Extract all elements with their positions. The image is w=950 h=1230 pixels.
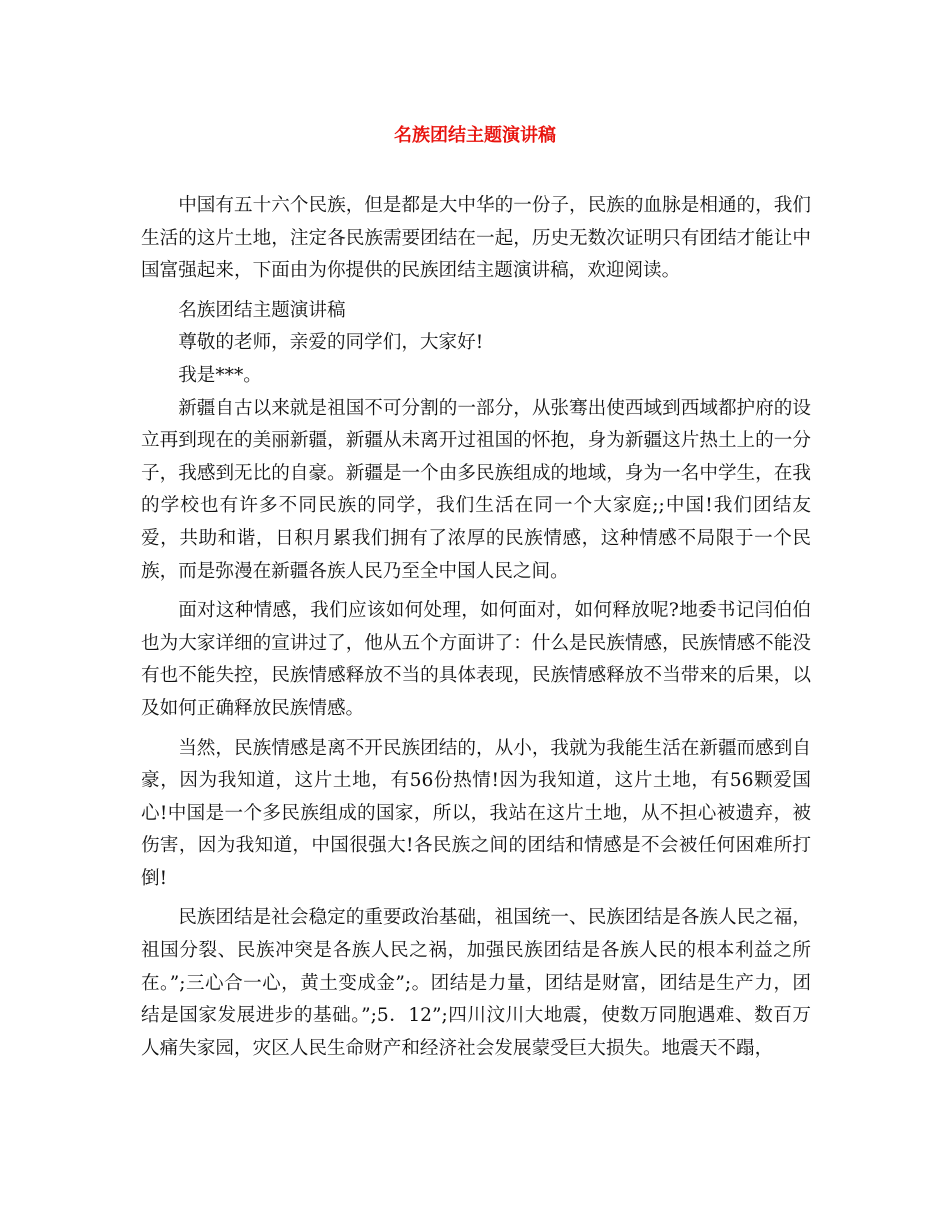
- paragraph-greeting: 尊敬的老师，亲爱的同学们，大家好!: [178, 332, 484, 354]
- paragraph-emotion: 面对这种情感，我们应该如何处理，如何面对，如何释放呢?地委书记闫伯伯也为大家详细的宣讲过了，他从五个方面讲了：什么是民族情感，民族情感不能没有也不能失控，民族情感释放不当的具体表现，民族情感释放不当带来的后果，以及如何正确释放民族情感。: [141, 600, 811, 719]
- document-body: [141, 190, 811, 1072]
- paragraph-unity: 当然，民族情感是离不开民族团结的，从小，我就为我能生活在新疆而感到自豪，因为我知道，这片土地，有56份热情!因为我知道，这片土地，有56颗爱国心!中国是一个多民族组成的国家，所以，我站在这片土地，从不担心被遗弃，被伤害，因为我知道，中国很强大!各民族之间的团结和情感是不会被任何困难所打倒!: [141, 737, 811, 889]
- paragraph-stability: 民族团结是社会稳定的重要政治基础，祖国统一、民族团结是各族人民之福，祖国分裂、民族冲突是各族人民之祸，加强民族团结是各族人民的根本利益之所在。”;三心合一心，黄土变成金”;。团结是力量，团结是财富，团结是生产力，团结是国家发展进步的基础。”;5．12”;四川汶川大地震，使数万同胞遇难、数百万人痛失家园，灾区人民生命财产和经济社会发展蒙受巨大损失。地震天不蹋，: [141, 907, 811, 1059]
- paragraph-self-intro: 我是***。: [178, 364, 262, 386]
- paragraph-xinjiang: 新疆自古以来就是祖国不可分割的一部分，从张骞出使西域到西域都护府的设立再到现在的美丽新疆，新疆从未离开过祖国的怀抱，身为新疆这片热土上的一分子，我感到无比的自豪。新疆是一个由多民族组成的地域，身为一名中学生，在我的学校也有许多不同民族的同学，我们生活在同一个大家庭;;中国!我们团结友爱，共助和谐，日积月累我们拥有了浓厚的民族情感，这种情感不局限于一个民族，而是弥漫在新疆各族人民乃至全中国人民之间。: [141, 397, 811, 582]
- paragraph-subtitle: 名族团结主题演讲稿: [178, 299, 346, 321]
- paragraph-intro: 中国有五十六个民族，但是都是大中华的一份子，民族的血脉是相通的，我们生活的这片土地，注定各民族需要团结在一起，历史无数次证明只有团结才能让中国富强起来，下面由为你提供的民族团结主题演讲稿，欢迎阅读。: [141, 195, 811, 282]
- document-title: 名族团结主题演讲稿: [394, 125, 556, 146]
